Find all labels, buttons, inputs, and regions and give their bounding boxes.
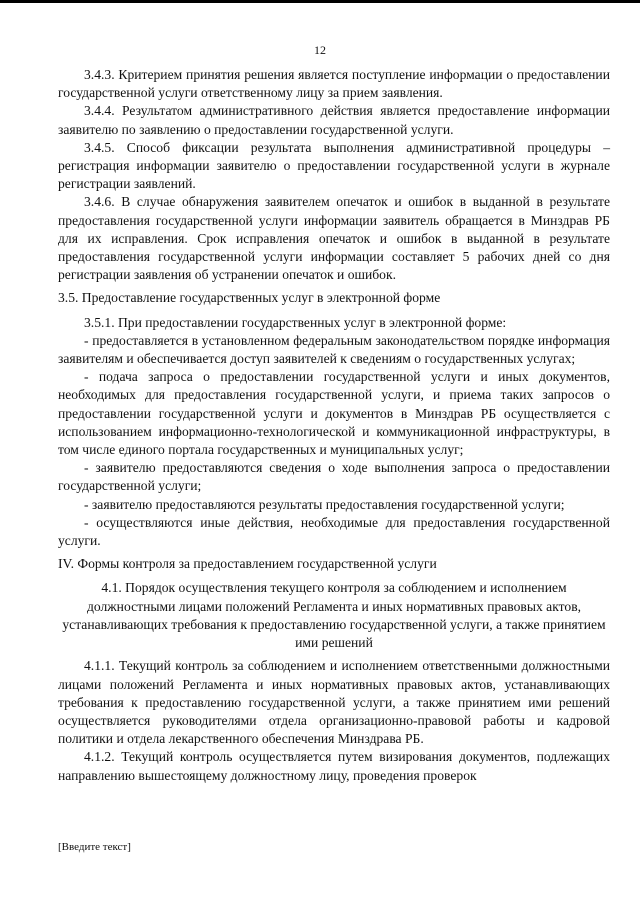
paragraph-3-4-3: 3.4.3. Критерием принятия решения является поступление информации о предоставлении государственной услуги ответственному лицу за прием заявления.: [58, 67, 610, 101]
list-item-request-status: - заявителю предоставляются сведения о ходе выполнения запроса о предоставлении государственной услуги;: [58, 460, 610, 494]
paragraph-3-4-6: 3.4.6. В случае обнаружения заявителем опечаток и ошибок в выданной в результате предоставления государственной услуги информации заявитель обращается в Минздрав РБ для их исправления. Срок исправления опечаток и ошибок в выданной в результате предоставления государственной услуги информации составляет 5 рабочих дней со дня регистрации заявления об устранении опечаток и ошибок.: [58, 194, 610, 283]
paragraph-4-1-2: 4.1.2. Текущий контроль осуществляется путем визирования документов, подлежащих направлению вышестоящему должностному лицу, проведения проверок: [58, 749, 610, 783]
list-item-results: - заявителю предоставляются результаты предоставления государственной услуги;: [84, 496, 565, 512]
chapter-heading-iv: IV. Формы контроля за предоставлением государственной услуги: [58, 556, 437, 572]
paragraph-3-4-5: 3.4.5. Способ фиксации результата выполнения административной процедуры – регистрация информации заявителю о предоставлении государственной услуги в журнале регистрации заявлений.: [58, 139, 610, 192]
page-body: [58, 66, 610, 785]
paragraph-4-1-1: 4.1.1. Текущий контроль за соблюдением и исполнением ответственными должностными лицами положений Регламента и иных нормативных правовых актов, устанавливающих требования к предоставлению государственной услуги, а также принятием ими решений осуществляется руководителями отдела организационно-правовой работы и кадровой политики и отдела лекарственного обеспечения Минздрава РБ.: [58, 658, 610, 747]
top-border-line: [0, 0, 640, 3]
list-item-request-submission: - подача запроса о предоставлении государственной услуги и иных документов, необходимых для предоставления государственной услуги, и приема таких запросов о предоставлении государственной услуги и документов в Минздрав РБ осуществляется с использованием информационно-технологической и коммуникационной инфраструктуры, в том числе единого портала государственных и муниципальных услуг;: [58, 369, 610, 458]
page-number: 12: [314, 43, 326, 57]
list-item-other-actions: - осуществляются иные действия, необходимые для предоставления государственной услуги.: [58, 514, 610, 549]
section-heading-3-5: 3.5. Предоставление государственных услуг в электронной форме: [58, 290, 441, 306]
footer-placeholder-text: [Введите текст]: [58, 841, 131, 853]
paragraph-3-4-4: 3.4.4. Результатом административного действия является предоставление информации заявителю по заявлению о предоставлении государственной услуги.: [58, 103, 610, 137]
paragraph-3-5-1: 3.5.1. При предоставлении государственных услуг в электронной форме:: [84, 314, 507, 330]
list-item-information: - предоставляется в установленном федеральным законодательством порядке информация заявителям и обеспечивается доступ заявителей к сведениям о государственных услугах;: [58, 332, 610, 367]
section-heading-4-1: 4.1. Порядок осуществления текущего контроля за соблюдением и исполнением должностными лицами положений Регламента и иных нормативных правовых актов, устанавливающих требования к предоставлению государственной услуги, а также принятием ими решений: [62, 580, 606, 651]
